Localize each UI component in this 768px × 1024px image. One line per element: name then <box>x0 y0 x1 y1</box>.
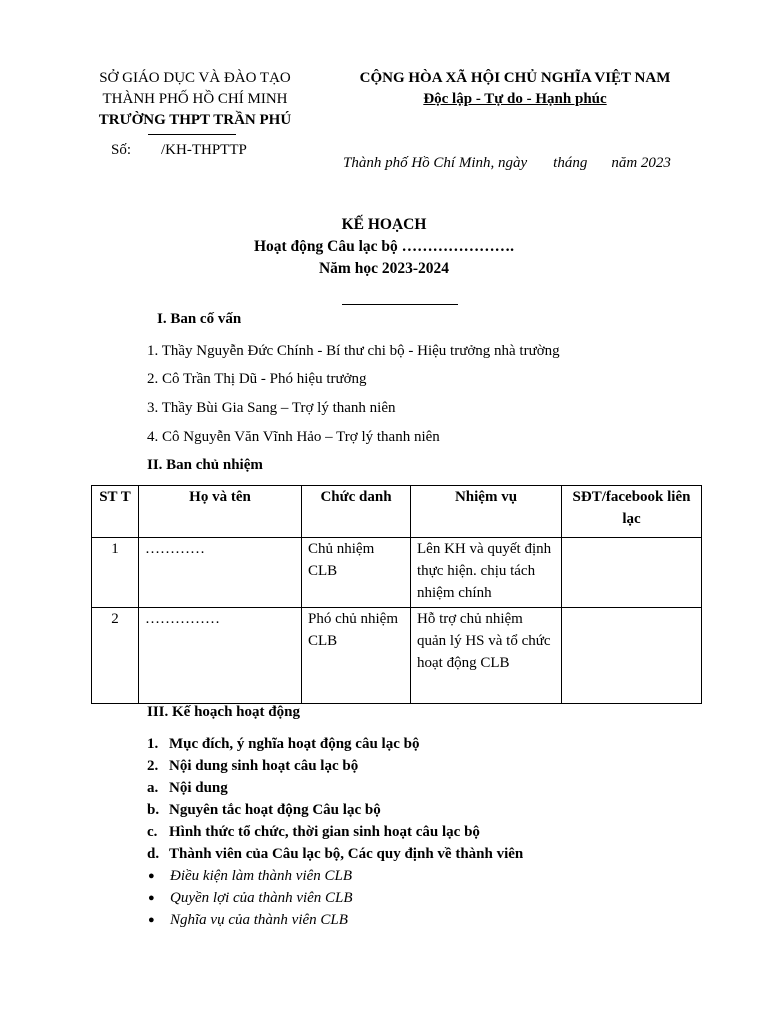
plan-item: 2. Nội dung sinh hoạt câu lạc bộ <box>147 758 359 774</box>
national-motto: Độc lập - Tự do - Hạnh phúc <box>423 91 607 107</box>
advisor-item: 2. Cô Trần Thị Dũ - Phó hiệu trưởng <box>147 371 367 387</box>
header-left <box>70 68 320 131</box>
table-header-row <box>92 486 702 538</box>
title-line-3: Năm học 2023-2024 <box>318 260 450 277</box>
date-month: tháng <box>553 155 588 171</box>
title-line-2: Hoạt động Câu lạc bộ …………………. <box>253 238 515 255</box>
date-place: Thành phố Hồ Chí Minh, ngày <box>343 155 528 171</box>
city-name: THÀNH PHỐ HỒ CHÍ MINH <box>102 91 288 107</box>
cell-role: Phó chủ nhiệm CLB <box>302 608 411 704</box>
col-header-name: Họ và tên <box>139 486 302 538</box>
plan-item: a. Nội dung <box>147 780 228 796</box>
col-header-task: Nhiệm vụ <box>411 486 562 538</box>
title-divider <box>342 304 458 305</box>
so-code: /KH-THPTTP <box>161 142 247 158</box>
member-rules-list <box>147 865 353 931</box>
table-row <box>92 608 702 704</box>
cell-stt: 2 <box>92 608 139 704</box>
advisor-item: 1. Thầy Nguyễn Đức Chính - Bí thư chi bộ - Hiệu trưởng nhà trường <box>147 343 560 359</box>
col-header-role: Chức danh <box>302 486 411 538</box>
school-name: TRƯỜNG THPT TRẦN PHÚ <box>98 112 292 128</box>
table-row <box>92 538 702 608</box>
section-1-heading: I. Ban cố vấn <box>157 311 242 327</box>
plan-item: 1. Mục đích, ý nghĩa hoạt động câu lạc bộ <box>147 736 420 752</box>
cell-task: Lên KH và quyết định thực hiện. chịu tách nhiệm chính <box>411 538 562 608</box>
bullet-icon: ● <box>148 892 155 904</box>
plan-item: d. Thành viên của Câu lạc bộ, Các quy định về thành viên <box>147 846 524 862</box>
document-number <box>111 142 247 159</box>
advisor-item: 3. Thầy Bùi Gia Sang – Trợ lý thanh niên <box>147 400 396 416</box>
cell-task: Hỗ trợ chủ nhiệm quản lý HS và tổ chức hoạt động CLB <box>411 608 562 704</box>
bullet-icon: ● <box>148 870 155 882</box>
school-underline <box>148 134 236 135</box>
document-title <box>0 214 768 280</box>
date-year: năm 2023 <box>611 155 671 171</box>
document-date <box>343 155 671 172</box>
section-2-heading: II. Ban chủ nhiệm <box>147 457 263 473</box>
bullet-item: ● Nghĩa vụ của thành viên CLB <box>147 909 353 931</box>
cell-contact <box>562 608 702 704</box>
col-header-stt: ST T <box>92 486 139 538</box>
header-right <box>322 68 708 110</box>
committee-table <box>91 485 702 704</box>
section-3-heading: III. Kế hoạch hoạt động <box>147 704 300 720</box>
bullet-item: ● Quyền lợi của thành viên CLB <box>147 887 353 909</box>
national-title: CỘNG HÒA XÃ HỘI CHỦ NGHĨA VIỆT NAM <box>359 70 671 86</box>
cell-name: ………… <box>139 538 302 608</box>
plan-item: c. Hình thức tổ chức, thời gian sinh hoạt câu lạc bộ <box>147 824 480 840</box>
title-line-1: KẾ HOẠCH <box>341 216 427 233</box>
cell-role: Chủ nhiệm CLB <box>302 538 411 608</box>
plan-item: b. Nguyên tắc hoạt động Câu lạc bộ <box>147 802 381 818</box>
so-label: Số: <box>111 142 132 158</box>
bullet-item: ● Điều kiện làm thành viên CLB <box>147 865 353 887</box>
plan-list <box>147 733 523 865</box>
bullet-icon: ● <box>148 914 155 926</box>
department-name: SỞ GIÁO DỤC VÀ ĐÀO TẠO <box>99 70 291 86</box>
col-header-contact: SĐT/facebook liên lạc <box>562 486 702 538</box>
advisor-item: 4. Cô Nguyễn Văn Vĩnh Hảo – Trợ lý thanh niên <box>147 429 440 445</box>
cell-name: …………… <box>139 608 302 704</box>
cell-contact <box>562 538 702 608</box>
cell-stt: 1 <box>92 538 139 608</box>
